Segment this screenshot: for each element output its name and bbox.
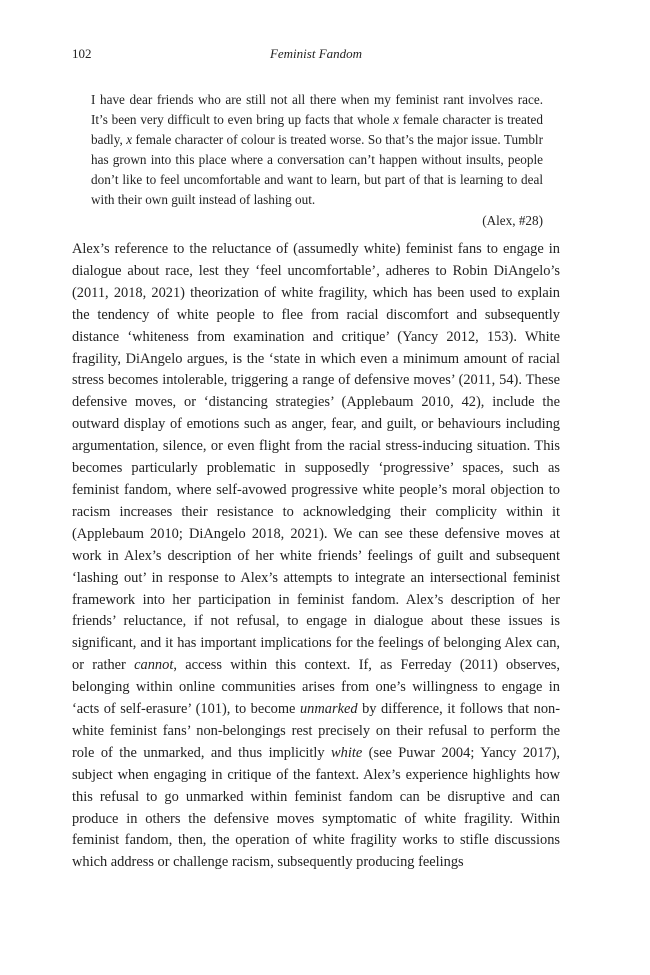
running-head [72, 46, 560, 64]
quote-text [91, 90, 543, 211]
paragraph-text [72, 239, 560, 874]
italic-emphasis: cannot [134, 657, 174, 674]
body-paragraph [72, 239, 560, 874]
quote-text-part: I have dear friends who are still not all there when my feminist rant involves race. It’s been very difficult to even bring up facts that whole [91, 92, 543, 128]
quote-text-part: female character is treated badly, [91, 112, 543, 148]
page-number: 102 [72, 46, 92, 61]
italic-emphasis: white [331, 744, 363, 761]
paragraph-text-part: by difference, it follows that non-white feminist fans’ non-belongings rest precisely on their refusal to perform the role of the unmarked, and thus implicitly [72, 701, 560, 761]
paragraph-text-part: , access within this context. If, as Ferreday (2011) observes, belonging within online communities arises from one’s willingness to engage in ‘acts of self-erasure’ (101), to become [72, 657, 560, 718]
quote-text-part: female character of colour is treated worse. So that’s the major issue. Tumblr has grown into this place where a conversation can’t happen without insults, people don’t like to feel uncomfortable and want to learn, but part of that is learning to deal with their own guilt instead of lashing out. [91, 132, 543, 208]
block-quote [91, 90, 543, 231]
quote-italic-x: x [393, 112, 399, 128]
quote-attribution: (Alex, #28) [482, 212, 543, 228]
paragraph-text-part: Alex’s reference to the reluctance of (assumedly white) feminist fans to engage in dialogue about race, lest they ‘feel uncomfortable’, adheres to Robin DiAngelo’s (2011, 2018, 2021) theorization of white fragility, which has been used to explain the tendency of white people to flee from racial discomfort and subsequently distance ‘whiteness from examination and critique’ (Yancy 2012, 153). White fragility, DiAngelo argues, is the ‘state in which even a minimum amount of racial stress becomes intolerable, triggering a range of defensive moves’ (2011, 54). These defensive moves, or ‘distancing strategies’ (Applebaum 2010, 42), include the outward display of emotions such as anger, fear, and guilt, or behaviours including argumentation, silence, or even flight from the racial stress-inducing situation. This becomes particularly problematic in supposedly ‘progressive’ spaces, such as feminist fandom, where self-avowed progressive white people’s moral objection to racism increases their resistance to acknowledging their complicity within it (Applebaum 2010; DiAngelo 2018, 2021). We can see these defensive moves at work in Alex’s description of her white friends’ feelings of guilt and subsequent ‘lashing out’ in response to Alex’s attempts to integrate an intersectional feminist framework into her participation in feminist fandom. Alex’s description of her friends’ reluctance, if not refusal, to engage in dialogue about these issues is significant, and it has important implications for the feelings of belonging Alex can, or rather [72, 241, 560, 674]
paragraph-text-part: (see Puwar 2004; Yancy 2017), subject when engaging in critique of the fantext. Alex’s experience highlights how this refusal to go unmarked within feminist fandom can be disruptive and can produce in others the defensive moves symptomatic of white fragility. Within feminist fandom, then, the operation of white fragility works to stifle discussions which address or challenge racism, subsequently producing feelings [72, 744, 560, 871]
italic-emphasis: unmarked [299, 701, 358, 718]
running-title: Feminist Fandom [269, 46, 363, 61]
quote-italic-x: x [126, 132, 133, 148]
